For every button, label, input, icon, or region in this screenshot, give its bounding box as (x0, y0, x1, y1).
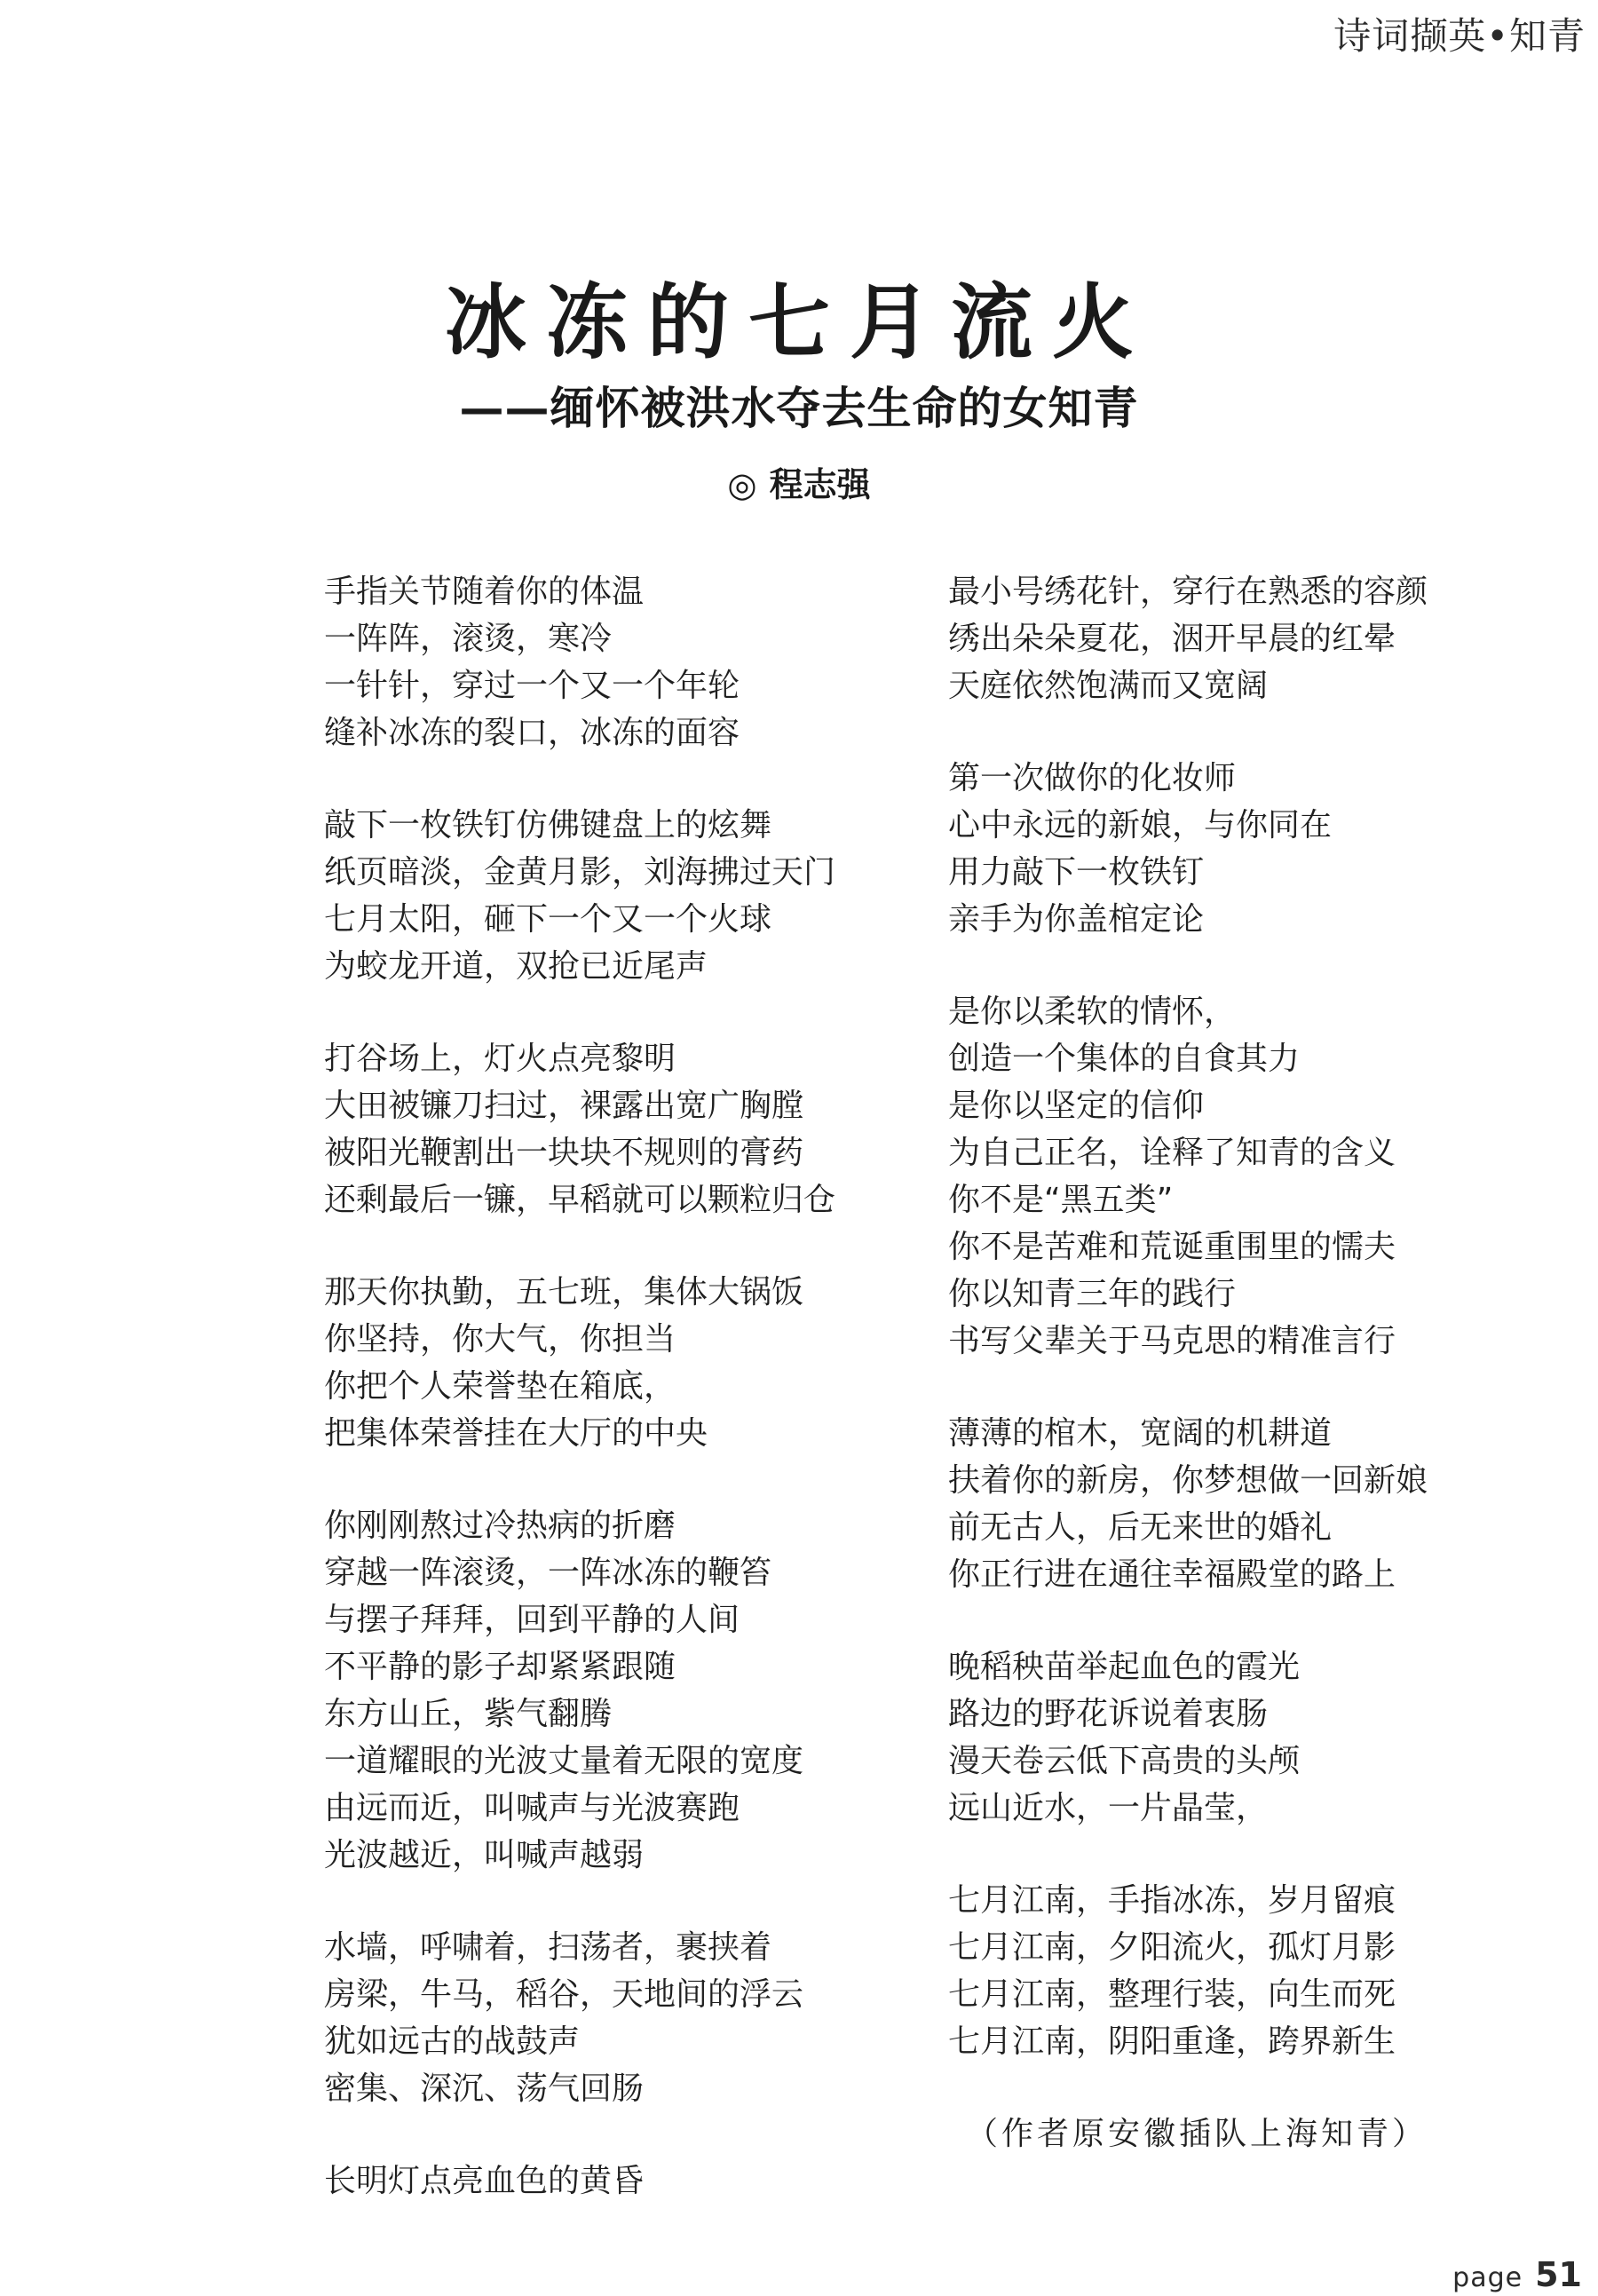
poem-line: 你正行进在通往幸福殿堂的路上 (948, 1556, 1396, 1593)
poem-line: 你不是苦难和荒诞重围里的懦夫 (948, 1229, 1396, 1265)
poem-line: 为自己正名，诠释了知青的含义 (948, 1135, 1396, 1171)
page-label: page (1452, 2262, 1523, 2293)
poem-line: 穿越一阵滚烫，一阵冰冻的鞭笞 (324, 1555, 772, 1591)
poem-line: 心中永远的新娘，与你同在 (948, 807, 1333, 843)
poem-line: 书写父辈关于马克思的精准言行 (948, 1323, 1396, 1359)
poem-line: 长明灯点亮血色的黄昏 (324, 2163, 645, 2199)
poem-column-right (948, 568, 1534, 2157)
stanza (948, 568, 1534, 709)
poem-line: 还剩最后一镰，早稻就可以颗粒归仓 (324, 1182, 836, 1218)
stanza (948, 1643, 1534, 1832)
poem-line: 与摆子拜拜，回到平静的人间 (324, 1602, 740, 1638)
stanza (324, 2157, 892, 2205)
poem-line: 七月江南，夕阳流火，孤灯月影 (948, 1929, 1396, 1966)
poem-line: 敲下一枚铁钉仿佛键盘上的炫舞 (324, 807, 772, 843)
poem-line: 用力敲下一枚铁钉 (948, 854, 1205, 891)
poem-line: 把集体荣誉挂在大厅的中央 (324, 1415, 708, 1452)
poem-line: 路边的野花诉说着衷肠 (948, 1696, 1269, 1732)
poem-line: 打谷场上，灯火点亮黎明 (324, 1041, 676, 1077)
stanza (948, 755, 1534, 943)
poem-line: 被阳光鞭割出一块块不规则的膏药 (324, 1135, 804, 1171)
poem-line: 由远而近，叫喊声与光波赛跑 (324, 1790, 740, 1826)
poem-line: 水墙，呼啸着，扫荡者，裹挟着 (324, 1929, 772, 1966)
byline (0, 457, 1598, 506)
poem-line: 你以知青三年的践行 (948, 1276, 1237, 1312)
byline-mark: ◎ (727, 465, 757, 504)
poem-line: 大田被镰刀扫过，裸露出宽广胸膛 (324, 1088, 804, 1124)
poem-title: 冰冻的七月流火 (444, 275, 1153, 370)
poem-line: 前无古人，后无来世的婚礼 (948, 1509, 1333, 1546)
stanza (324, 568, 892, 756)
poem-line: 你把个人荣誉垫在箱底， (324, 1368, 676, 1405)
poem-line: 薄薄的棺木，宽阔的机耕道 (948, 1415, 1333, 1452)
poem-line: 你不是“黑五类” (948, 1182, 1174, 1218)
section-header: 诗词撷英•知青 (1333, 14, 1586, 58)
poem-line: 一阵阵，滚烫，寒冷 (324, 621, 613, 657)
poem-line: 扶着你的新房，你梦想做一回新娘 (948, 1462, 1428, 1499)
poem-line: 七月江南，阴阳重逢，跨界新生 (948, 2023, 1396, 2060)
poem-line: 一针针，穿过一个又一个年轮 (324, 668, 740, 704)
poem-line: 东方山丘，紫气翻腾 (324, 1696, 613, 1732)
poem-line: 创造一个集体的自食其力 (948, 1041, 1301, 1077)
stanza (324, 1924, 892, 2112)
poem-line: 犹如远古的战鼓声 (324, 2023, 581, 2060)
poem-line: 第一次做你的化妆师 (948, 760, 1237, 796)
poem-line: 缝补冰冻的裂口，冰冻的面容 (324, 715, 740, 751)
author-name: 程志强 (769, 465, 871, 504)
page-footer (1452, 2255, 1582, 2294)
poem-line: 远山近水，一片晶莹， (948, 1790, 1269, 1826)
page-number: 51 (1535, 2255, 1582, 2294)
poem-line: 你刚刚熬过冷热病的折磨 (324, 1508, 676, 1544)
stanza (948, 1877, 1534, 2065)
stanza (324, 1502, 892, 1879)
poem-line: 晚稻秧苗举起血色的霞光 (948, 1649, 1301, 1685)
poem-line: 绣出朵朵夏花，洇开早晨的红晕 (948, 621, 1396, 657)
poem-line: 密集、深沉、荡气回肠 (324, 2070, 645, 2107)
stanza (948, 988, 1534, 1365)
poem-line: 漫天卷云低下高贵的头颅 (948, 1743, 1301, 1779)
poem-line: 天庭依然饱满而又宽阔 (948, 668, 1269, 704)
stanza (324, 1035, 892, 1223)
poem-line: 一道耀眼的光波丈量着无限的宽度 (324, 1743, 804, 1779)
poem-line: 房梁，牛马，稻谷，天地间的浮云 (324, 1976, 804, 2013)
poem-subtitle: ——缅怀被洪水夺去生命的女知青 (459, 383, 1139, 434)
poem-line: 光波越近，叫喊声越弱 (324, 1837, 645, 1873)
stanza (948, 1410, 1534, 1598)
poem-line: 是你以柔软的情怀， (948, 994, 1237, 1030)
author-note: （作者原安徽插队上海知青） (966, 2116, 1428, 2152)
poem-line: 那天你执勤，五七班，集体大锅饭 (324, 1274, 804, 1310)
poem-line: 纸页暗淡，金黄月影，刘海拂过天门 (324, 854, 836, 891)
poem-column-left (324, 568, 892, 2250)
poem-line: 为蛟龙开道，双抢已近尾声 (324, 948, 708, 985)
stanza (324, 802, 892, 990)
poem-line: 是你以坚定的信仰 (948, 1088, 1205, 1124)
poem-line: 不平静的影子却紧紧跟随 (324, 1649, 676, 1685)
poem-line: 七月太阳，砸下一个又一个火球 (324, 901, 772, 938)
poem-line: 你坚持，你大气，你担当 (324, 1321, 676, 1358)
stanza (324, 1269, 892, 1457)
poem-line: 最小号绣花针，穿行在熟悉的容颜 (948, 574, 1428, 610)
poem-line: 亲手为你盖棺定论 (948, 901, 1205, 938)
poem-line: 七月江南，整理行装，向生而死 (948, 1976, 1396, 2013)
poem-line: 七月江南，手指冰冻，岁月留痕 (948, 1882, 1396, 1919)
poem-line: 手指关节随着你的体温 (324, 574, 645, 610)
